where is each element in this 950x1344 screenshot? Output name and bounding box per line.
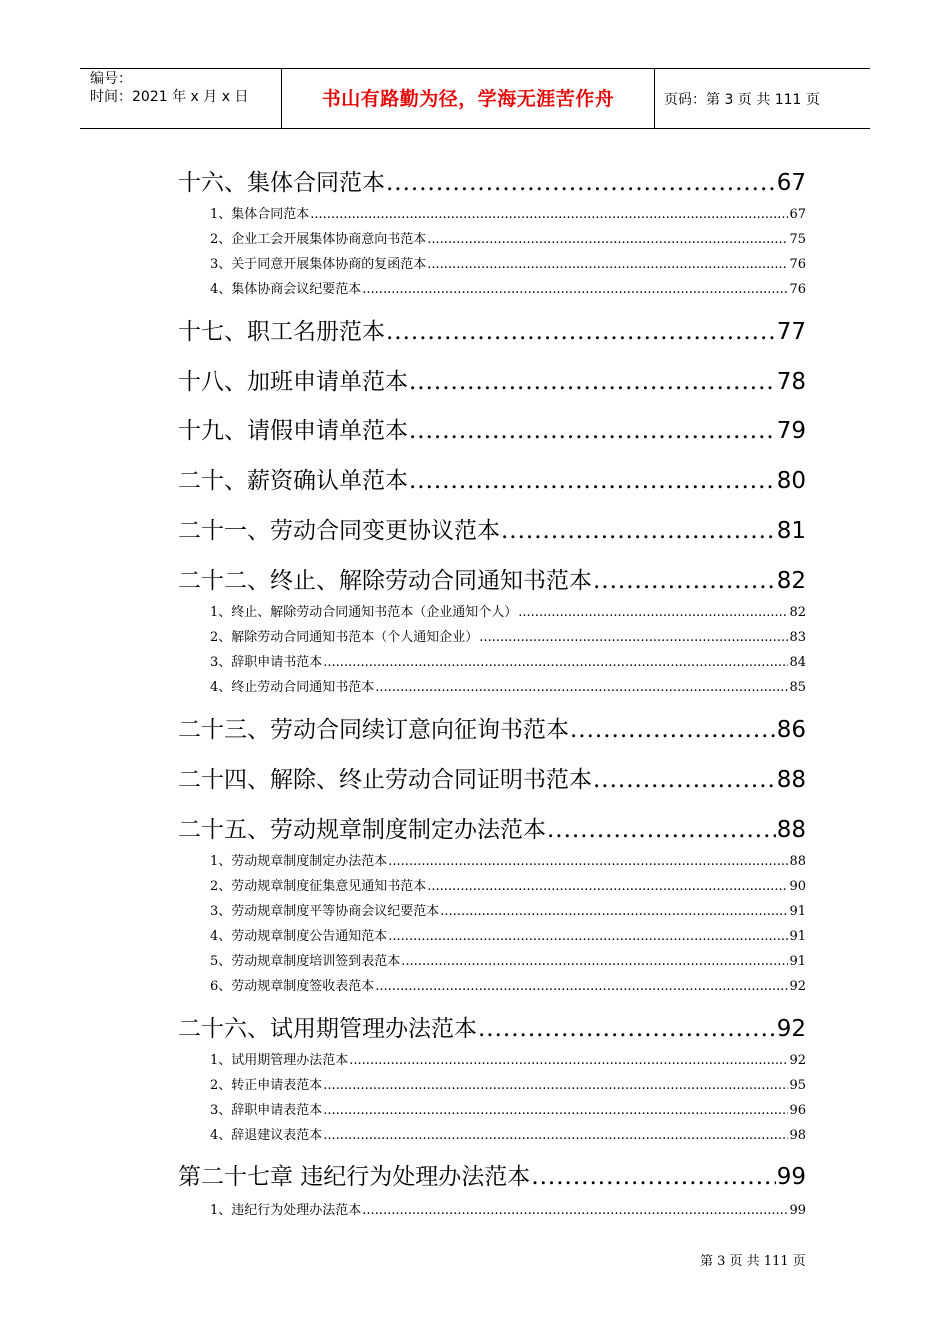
- toc-entry-page-number: 76: [789, 282, 806, 297]
- toc-entry-title: 2、转正申请表范本: [210, 1078, 323, 1093]
- toc-entry-section[interactable]: [210, 975, 806, 994]
- toc-entry-page-number: 91: [789, 904, 806, 919]
- toc-entry-section[interactable]: [210, 1049, 806, 1068]
- header-meta: [90, 70, 248, 106]
- toc-entry-title: 4、终止劳动合同通知书范本: [210, 680, 375, 695]
- toc-entry-title: 3、关于同意开展集体协商的复函范本: [210, 257, 427, 272]
- toc-dot-leader: [593, 568, 776, 594]
- toc-dot-leader: [375, 979, 788, 994]
- document-number-label: 编号：: [90, 71, 132, 87]
- toc-dot-leader: [427, 232, 788, 247]
- toc-dot-leader: [323, 1078, 788, 1093]
- toc-entry-page-number: 85: [789, 680, 806, 695]
- toc-dot-leader: [386, 319, 776, 345]
- toc-entry-title: 二十、薪资确认单范本: [178, 468, 408, 494]
- toc-dot-leader: [427, 879, 788, 894]
- toc-entry-page-number: 91: [789, 929, 806, 944]
- toc-entry-page-number: 67: [789, 207, 806, 222]
- toc-dot-leader: [310, 207, 788, 222]
- toc-entry-page-number: 88: [776, 767, 806, 793]
- toc-entry-title: 4、集体协商会议纪要范本: [210, 282, 362, 297]
- toc-entry-title: 3、辞职申请书范本: [210, 655, 323, 670]
- toc-entry-section[interactable]: [210, 900, 806, 919]
- toc-dot-leader: [570, 717, 776, 743]
- toc-entry-page-number: 83: [789, 630, 806, 645]
- toc-dot-leader: [518, 605, 788, 620]
- toc-dot-leader: [401, 954, 788, 969]
- toc-entry-section[interactable]: [210, 676, 806, 695]
- toc-entry-page-number: 67: [776, 170, 806, 196]
- toc-entry-chapter[interactable]: [178, 562, 806, 595]
- header-motto: 书山有路勤为径，学海无涯苦作舟: [321, 88, 615, 110]
- toc-entry-chapter[interactable]: [178, 412, 806, 445]
- toc-entry-title: 二十三、劳动合同续订意向征询书范本: [178, 717, 569, 743]
- toc-entry-page-number: 96: [789, 1103, 806, 1118]
- toc-entry-page-number: 78: [776, 369, 806, 395]
- toc-entry-chapter[interactable]: [178, 363, 806, 396]
- toc-dot-leader: [362, 282, 788, 297]
- toc-entry-section[interactable]: [210, 1124, 806, 1143]
- toc-entry-page-number: 79: [776, 418, 806, 444]
- document-time-label: 时间：2021 年 x 月 x 日: [90, 89, 249, 105]
- toc-entry-page-number: 84: [789, 655, 806, 670]
- toc-entry-page-number: 82: [789, 605, 806, 620]
- toc-dot-leader: [362, 1203, 788, 1218]
- header-divider: [654, 68, 655, 129]
- toc-dot-leader: [386, 170, 776, 196]
- toc-entry-title: 1、劳动规章制度制定办法范本: [210, 854, 388, 869]
- toc-entry-title: 二十二、终止、解除劳动合同通知书范本: [178, 568, 592, 594]
- toc-entry-chapter[interactable]: [178, 761, 806, 794]
- toc-entry-page-number: 77: [776, 319, 806, 345]
- toc-entry-title: 4、劳动规章制度公告通知范本: [210, 929, 388, 944]
- toc-dot-leader: [593, 767, 776, 793]
- toc-entry-page-number: 80: [776, 468, 806, 494]
- toc-entry-title: 4、辞退建议表范本: [210, 1128, 323, 1143]
- toc-dot-leader: [349, 1053, 788, 1068]
- toc-entry-title: 5、劳动规章制度培训签到表范本: [210, 954, 401, 969]
- toc-entry-section[interactable]: [210, 1074, 806, 1093]
- toc-entry-title: 二十一、劳动合同变更协议范本: [178, 518, 500, 544]
- toc-entry-page-number: 75: [789, 232, 806, 247]
- footer-page-indicator: 第 3 页 共 111 页: [700, 1254, 806, 1269]
- toc-entry-section[interactable]: [210, 203, 806, 222]
- toc-dot-leader: [323, 1103, 788, 1118]
- toc-entry-page-number: 90: [789, 879, 806, 894]
- toc-entry-title: 1、违纪行为处理办法范本: [210, 1203, 362, 1218]
- toc-entry-title: 1、终止、解除劳动合同通知书范本（企业通知个人）: [210, 605, 518, 620]
- toc-entry-chapter[interactable]: [178, 164, 806, 197]
- toc-entry-page-number: 95: [789, 1078, 806, 1093]
- toc-dot-leader: [427, 257, 788, 272]
- toc-dot-leader: [501, 518, 776, 544]
- toc-entry-page-number: 88: [789, 854, 806, 869]
- toc-entry-title: 1、试用期管理办法范本: [210, 1053, 349, 1068]
- toc-entry-title: 二十六、试用期管理办法范本: [178, 1016, 477, 1042]
- toc-entry-page-number: 82: [776, 568, 806, 594]
- toc-entry-page-number: 92: [776, 1016, 806, 1042]
- toc-dot-leader: [388, 929, 788, 944]
- toc-entry-page-number: 91: [789, 954, 806, 969]
- toc-dot-leader: [323, 1128, 788, 1143]
- toc-entry-page-number: 76: [789, 257, 806, 272]
- toc-entry-title: 3、劳动规章制度平等协商会议纪要范本: [210, 904, 440, 919]
- toc-entry-section[interactable]: [210, 1099, 806, 1118]
- toc-entry-section[interactable]: [210, 253, 806, 272]
- header-page-indicator: 页码：第 3 页 共 111 页: [664, 92, 820, 108]
- toc-entry-title: 十九、请假申请单范本: [178, 418, 408, 444]
- toc-entry-chapter[interactable]: [178, 512, 806, 545]
- header-top-rule: [80, 68, 870, 69]
- toc-entry-title: 十七、职工名册范本: [178, 319, 385, 345]
- toc-entry-section[interactable]: [210, 950, 806, 969]
- toc-entry-page-number: 99: [789, 1203, 806, 1218]
- toc-entry-section[interactable]: [210, 1199, 806, 1218]
- toc-dot-leader: [478, 1016, 776, 1042]
- toc-entry-title: 2、企业工会开展集体协商意向书范本: [210, 232, 427, 247]
- toc-entry-page-number: 99: [776, 1164, 806, 1190]
- toc-entry-title: 1、集体合同范本: [210, 207, 310, 222]
- toc-entry-page-number: 92: [789, 1053, 806, 1068]
- toc-entry-chapter[interactable]: [178, 313, 806, 346]
- toc-entry-section[interactable]: [210, 875, 806, 894]
- toc-entry-title: 十八、加班申请单范本: [178, 369, 408, 395]
- toc-entry-section[interactable]: [210, 925, 806, 944]
- toc-entry-title: 2、解除劳动合同通知书范本（个人通知企业）: [210, 630, 479, 645]
- toc-dot-leader: [479, 630, 788, 645]
- header-bottom-rule: [80, 128, 870, 129]
- toc-entry-chapter[interactable]: [178, 811, 806, 844]
- toc-entry-title: 二十五、劳动规章制度制定办法范本: [178, 817, 546, 843]
- toc-entry-page-number: 92: [789, 979, 806, 994]
- toc-entry-title: 3、辞职申请表范本: [210, 1103, 323, 1118]
- toc-entry-title: 二十四、解除、终止劳动合同证明书范本: [178, 767, 592, 793]
- toc-dot-leader: [409, 369, 776, 395]
- toc-entry-chapter[interactable]: [178, 1158, 806, 1191]
- toc-entry-chapter[interactable]: [178, 711, 806, 744]
- toc-dot-leader: [323, 655, 788, 670]
- toc-entry-section[interactable]: [210, 850, 806, 869]
- toc-dot-leader: [547, 817, 776, 843]
- toc-dot-leader: [409, 468, 776, 494]
- toc-entry-section[interactable]: [210, 626, 806, 645]
- toc-entry-section[interactable]: [210, 278, 806, 297]
- toc-entry-section[interactable]: [210, 651, 806, 670]
- toc-dot-leader: [409, 418, 776, 444]
- toc-entry-section[interactable]: [210, 601, 806, 620]
- toc-dot-leader: [440, 904, 788, 919]
- toc-entry-title: 6、劳动规章制度签收表范本: [210, 979, 375, 994]
- toc-entry-chapter[interactable]: [178, 462, 806, 495]
- toc-entry-page-number: 98: [789, 1128, 806, 1143]
- toc-entry-section[interactable]: [210, 228, 806, 247]
- toc-dot-leader: [375, 680, 788, 695]
- toc-dot-leader: [388, 854, 788, 869]
- toc-entry-title: 第二十七章 违纪行为处理办法范本: [178, 1164, 531, 1190]
- toc-entry-page-number: 81: [776, 518, 806, 544]
- toc-entry-chapter[interactable]: [178, 1010, 806, 1043]
- toc-entry-page-number: 86: [776, 717, 806, 743]
- toc-entry-page-number: 88: [776, 817, 806, 843]
- toc-entry-title: 2、劳动规章制度征集意见通知书范本: [210, 879, 427, 894]
- toc-entry-title: 十六、集体合同范本: [178, 170, 385, 196]
- toc-dot-leader: [531, 1164, 775, 1190]
